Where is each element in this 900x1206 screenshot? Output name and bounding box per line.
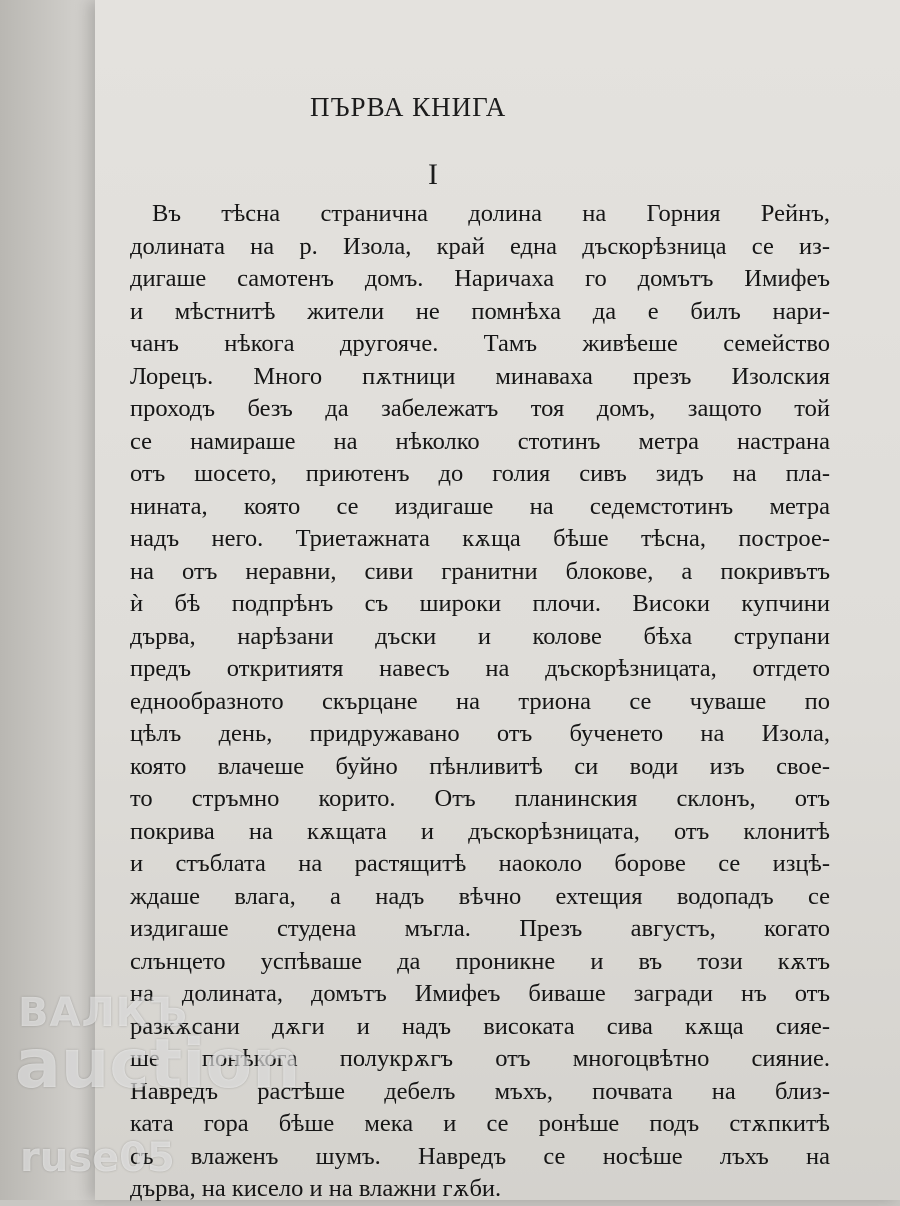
text-line: проходъ безъ да забележатъ тоя домъ, защото той: [130, 395, 830, 422]
text-line: слънцето успѣваше да проникне и въ този кѫтъ: [130, 947, 830, 975]
text-line: и стъблата на растящитѣ наоколо борове се изцѣ-: [130, 850, 830, 877]
text-line: Лорецъ. Много пѫтници минаваха презъ Изолския: [130, 362, 830, 390]
watermark-line: ВАЛКЪ: [18, 990, 188, 1036]
text-line: на долината, домътъ Имифеъ биваше загради нъ отъ: [130, 980, 830, 1007]
chapter-number: I: [428, 158, 438, 191]
text-line: разкѫсани дѫги и надъ високата сива кѫща сияе-: [130, 1012, 830, 1040]
text-line: покрива на кѫщата и дъскорѣзницата, отъ клонитѣ: [130, 817, 830, 845]
text-line: се намираше на нѣколко стотинъ метра настрана: [130, 427, 830, 455]
text-line: съ влаженъ шумъ. Навредъ се носѣше лъхъ на: [130, 1142, 830, 1170]
text-line: цѣлъ день, придружавано отъ бученето на Изола,: [130, 720, 830, 747]
text-line: дигаше самотенъ домъ. Наричаха го домътъ Имифеъ: [130, 265, 830, 292]
text-line: ше понѣкога полукрѫгъ отъ многоцвѣтно сияние.: [130, 1045, 830, 1072]
watermark-line: auction: [15, 1025, 301, 1104]
text-line: Въ тѣсна странична долина на Горния Рейнъ,: [152, 200, 830, 227]
text-line: долината на р. Изола, край една дъскорѣзница се из-: [130, 232, 830, 260]
text-line: предъ откритиятя навесъ на дъскорѣзницата, отгдето: [130, 655, 830, 682]
text-line: на отъ неравни, сиви гранитни блокове, а покривътъ: [130, 557, 830, 585]
text-line: нината, която се издигаше на седемстотинъ метра: [130, 492, 830, 520]
text-line: ждаше влага, а надъ вѣчно ехтещия водопадъ се: [130, 882, 830, 910]
text-line: и мѣстнитѣ жители не помнѣха да е билъ нари-: [130, 297, 830, 325]
text-line: отъ шосето, приютенъ до голия сивъ зидъ на пла-: [130, 460, 830, 487]
text-line: издигаше студена мъгла. Презъ августъ, когато: [130, 915, 830, 942]
body-text: [130, 198, 830, 1206]
text-line: чанъ нѣкога другояче. Тамъ живѣеше семейство: [130, 330, 830, 357]
text-line: дърва, на кисело и на влажни гѫби.: [130, 1175, 502, 1202]
watermark-line: ruse05: [20, 1135, 175, 1181]
text-line: еднообразното скърцане на триона се чуваше по: [130, 687, 830, 715]
text-line: Навредъ растѣше дебелъ мъхъ, почвата на близ-: [130, 1077, 830, 1105]
text-line: надъ него. Триетажната кѫща бѣше тѣсна, построе-: [130, 525, 830, 552]
text-line: дърва, нарѣзани дъски и колове бѣха струпани: [130, 622, 830, 650]
text-line: която влачеше буйно пѣнливитѣ си води изъ свое-: [130, 752, 830, 780]
text-line: то стръмно корито. Отъ планинския склонъ, отъ: [130, 785, 830, 812]
page-title: ПЪРВА КНИГА: [310, 92, 507, 122]
text-line: ѝ бѣ подпрѣнъ съ широки плочи. Високи купчини: [130, 590, 830, 617]
text-line: ката гора бѣше мека и се ронѣше подъ стѫпкитѣ: [130, 1110, 830, 1137]
